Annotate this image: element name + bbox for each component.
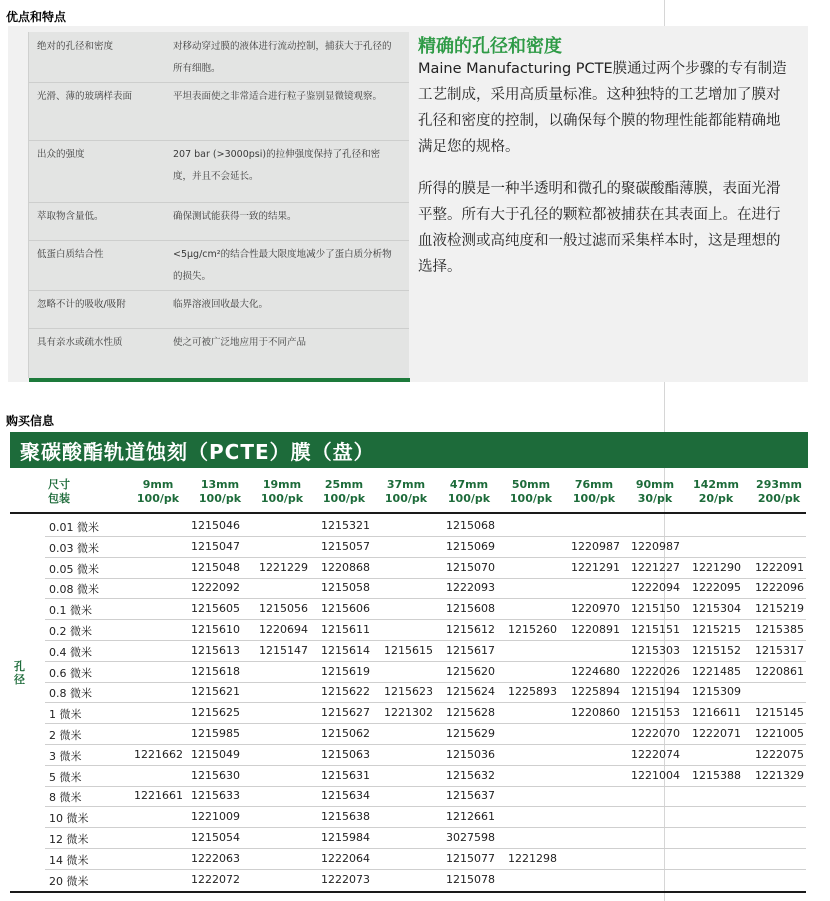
catalog-number-cell: 1215078 — [446, 872, 495, 886]
pore-size-cell: 0.8 微米 — [49, 687, 92, 701]
catalog-number-cell: 1221290 — [692, 560, 741, 574]
table-row — [45, 557, 806, 579]
catalog-number-cell: 1215622 — [321, 685, 370, 699]
precision-heading: 精确的孔径和密度 — [418, 36, 562, 57]
column-size: 50mm — [511, 478, 551, 491]
catalog-number-cell: 1215054 — [191, 831, 240, 844]
column-pack: 100/pk — [260, 492, 304, 505]
column-size: 47mm — [449, 478, 489, 491]
feature-name: 忽略不计的吸收/吸附 — [37, 299, 126, 310]
pore-size-cell: 10 微米 — [49, 812, 89, 826]
catalog-number-cell: 1222074 — [631, 747, 680, 761]
column-header — [254, 478, 310, 506]
catalog-number-cell: 1215150 — [631, 602, 680, 616]
catalog-number-cell: 1215048 — [191, 560, 240, 574]
feature-name: 光滑、薄的玻璃样表面 — [37, 91, 133, 102]
feature-row — [29, 32, 409, 83]
feature-description: <5μg/cm²的结合性最大限度地减少了蛋白质分析物的损失。 — [173, 249, 392, 282]
column-header — [316, 478, 372, 506]
catalog-number-cell: 1221004 — [631, 768, 680, 782]
column-pack: 30/pk — [637, 492, 673, 505]
catalog-number-cell: 1215985 — [191, 727, 240, 740]
catalog-number-cell: 1215215 — [692, 623, 741, 636]
column-header — [688, 478, 744, 506]
catalog-number-cell: 1215145 — [755, 706, 804, 720]
catalog-number-cell: 1216611 — [692, 706, 741, 720]
catalog-number-cell: 1215153 — [631, 706, 680, 720]
column-size: 13mm — [200, 478, 240, 491]
catalog-number-cell: 1222070 — [631, 727, 680, 740]
catalog-number-cell: 1215619 — [321, 664, 370, 678]
feature-description: 使之可被广泛地应用于不同产品 — [173, 337, 307, 348]
table-row — [45, 661, 806, 683]
catalog-number-cell: 1215624 — [446, 685, 495, 699]
pore-size-cell: 8 微米 — [49, 791, 82, 805]
catalog-number-cell: 1215068 — [446, 519, 495, 532]
catalog-number-cell: 1225894 — [571, 685, 620, 699]
column-header — [627, 478, 683, 506]
catalog-number-cell: 1215070 — [446, 560, 495, 574]
table-row — [45, 515, 806, 537]
catalog-number-cell: 1215309 — [692, 685, 741, 699]
table-row — [45, 869, 806, 890]
column-pack: 100/pk — [572, 492, 616, 505]
column-size: 37mm — [386, 478, 426, 491]
table-row — [45, 702, 806, 724]
column-size: 142mm — [693, 478, 739, 491]
catalog-number-cell: 1215317 — [755, 643, 804, 657]
catalog-number-cell: 1222096 — [755, 581, 804, 595]
table-row — [45, 765, 806, 787]
column-pack: 100/pk — [136, 492, 180, 505]
catalog-number-cell: 1215077 — [446, 851, 495, 865]
size-pack-label — [48, 478, 70, 506]
catalog-number-cell: 1222072 — [191, 872, 240, 886]
catalog-number-cell: 1222064 — [321, 851, 370, 865]
column-header — [503, 478, 559, 506]
pore-size-cell: 0.08 微米 — [49, 583, 99, 597]
feature-name: 具有亲水或疏水性质 — [37, 337, 123, 348]
column-pack: 20/pk — [698, 492, 734, 505]
catalog-number-cell: 1222094 — [631, 581, 680, 595]
catalog-number-cell: 1215628 — [446, 706, 495, 720]
pore-size-cell: 0.6 微米 — [49, 666, 92, 680]
precision-paragraph-1: Maine Manufacturing PCTE膜通过两个步骤的专有制造工艺制成，采用高质量标准。这种独特的工艺增加了膜对孔径和密度的控制，以确保每个膜的物理性能都能精确地满足您的规格。 — [418, 61, 787, 155]
column-size: 9mm — [142, 478, 174, 491]
feature-description: 207 bar (>3000psi)的拉伸强度保持了孔径和密度，并且不会延长。 — [173, 149, 381, 182]
pore-size-cell: 0.1 微米 — [49, 604, 92, 618]
catalog-number-cell: 1215629 — [446, 727, 495, 740]
catalog-number-cell: 1215627 — [321, 706, 370, 720]
pore-size-cell: 0.2 微米 — [49, 625, 92, 638]
catalog-number-cell: 1215608 — [446, 602, 495, 616]
catalog-number-cell: 3027598 — [446, 831, 495, 844]
purchase-section-title: 购买信息 — [6, 414, 55, 428]
catalog-number-cell: 1215036 — [446, 747, 495, 761]
pore-size-cell: 0.4 微米 — [49, 645, 92, 659]
table-row — [45, 848, 806, 870]
feature-row — [29, 202, 409, 241]
table-row — [45, 681, 806, 703]
catalog-number-cell: 1215625 — [191, 706, 240, 720]
catalog-number-cell: 1215151 — [631, 623, 680, 636]
catalog-number-cell: 1215049 — [191, 747, 240, 761]
catalog-number-cell: 1215984 — [321, 831, 370, 844]
catalog-number-cell: 1215610 — [191, 623, 240, 636]
column-header — [441, 478, 497, 506]
catalog-number-cell: 1215605 — [191, 602, 240, 616]
catalog-number-cell: 1221227 — [631, 560, 680, 574]
pack-label: 包装 — [48, 492, 70, 505]
catalog-number-cell: 1221298 — [508, 851, 557, 865]
column-size: 76mm — [574, 478, 614, 491]
catalog-number-cell: 1220987 — [571, 539, 620, 553]
catalog-number-cell: 1222063 — [191, 851, 240, 865]
column-header — [751, 478, 807, 506]
feature-description: 确保测试能获得一致的结果。 — [173, 211, 297, 222]
catalog-number-cell: 1224680 — [571, 664, 620, 678]
catalog-number-cell: 1222091 — [755, 560, 804, 574]
features-section-title: 优点和特点 — [6, 10, 67, 24]
feature-name: 绝对的孔径和密度 — [37, 41, 114, 52]
catalog-number-cell: 1215063 — [321, 747, 370, 761]
feature-name: 萃取物含量低。 — [37, 211, 104, 222]
catalog-number-cell: 1222073 — [321, 872, 370, 886]
feature-description: 平坦表面使之非常适合进行粒子鉴别显微镜观察。 — [173, 91, 383, 102]
catalog-number-cell: 1215637 — [446, 789, 495, 803]
feature-row — [29, 82, 409, 141]
table-row — [45, 785, 806, 807]
catalog-number-cell: 1215147 — [259, 643, 308, 657]
catalog-number-cell: 1215632 — [446, 768, 495, 782]
catalog-number-cell: 1215047 — [191, 539, 240, 553]
catalog-number-cell: 1215623 — [384, 685, 433, 699]
column-header — [130, 478, 186, 506]
column-header — [378, 478, 434, 506]
table-row — [45, 723, 806, 745]
catalog-number-cell: 1221485 — [692, 664, 741, 678]
table-row — [45, 536, 806, 558]
catalog-number-cell: 1221009 — [191, 810, 240, 824]
catalog-number-cell: 1215621 — [191, 685, 240, 699]
catalog-number-cell: 1215615 — [384, 643, 433, 657]
column-size: 90mm — [635, 478, 675, 491]
catalog-number-cell: 1221291 — [571, 560, 620, 574]
catalog-number-cell: 1215612 — [446, 623, 495, 636]
catalog-number-cell: 1215614 — [321, 643, 370, 657]
catalog-number-cell: 1215620 — [446, 664, 495, 678]
pore-size-cell: 0.05 微米 — [49, 562, 99, 576]
table-row — [45, 577, 806, 599]
catalog-number-cell: 1222095 — [692, 581, 741, 595]
column-pack: 100/pk — [447, 492, 491, 505]
catalog-number-cell: 1215611 — [321, 623, 370, 636]
catalog-number-cell: 1215260 — [508, 623, 557, 636]
catalog-number-cell: 1215321 — [321, 519, 370, 532]
product-title-bar — [10, 432, 808, 468]
column-pack: 100/pk — [198, 492, 242, 505]
catalog-number-cell: 1221662 — [134, 747, 183, 761]
catalog-number-cell: 1222071 — [692, 727, 741, 740]
column-size: 25mm — [324, 478, 364, 491]
catalog-number-cell: 1215058 — [321, 581, 370, 595]
catalog-number-cell: 1212661 — [446, 810, 495, 824]
pore-size-cell: 14 微米 — [49, 853, 89, 867]
catalog-number-cell: 1222092 — [191, 581, 240, 595]
pore-size-cell: 1 微米 — [49, 708, 82, 722]
feature-row — [29, 240, 409, 291]
catalog-number-cell: 1221302 — [384, 706, 433, 720]
catalog-number-cell: 1220891 — [571, 623, 620, 636]
catalog-number-cell: 1215617 — [446, 643, 495, 657]
table-row — [45, 827, 806, 849]
catalog-number-cell: 1215057 — [321, 539, 370, 553]
column-header — [566, 478, 622, 506]
catalog-number-cell: 1215630 — [191, 768, 240, 782]
catalog-number-cell: 1215606 — [321, 602, 370, 616]
catalog-number-cell: 1215613 — [191, 643, 240, 657]
catalog-number-cell: 1220860 — [571, 706, 620, 720]
catalog-number-cell: 1215062 — [321, 727, 370, 740]
feature-row — [29, 328, 409, 368]
pore-size-cell: 0.01 微米 — [49, 521, 99, 534]
pore-size-cell: 0.03 微米 — [49, 541, 99, 555]
catalog-number-cell: 1215304 — [692, 602, 741, 616]
catalog-number-cell: 1221329 — [755, 768, 804, 782]
column-pack: 100/pk — [322, 492, 366, 505]
catalog-number-cell: 1225893 — [508, 685, 557, 699]
pore-size-cell: 2 微米 — [49, 729, 82, 742]
catalog-number-cell: 1215046 — [191, 519, 240, 532]
column-header — [192, 478, 248, 506]
pore-size-cell: 3 微米 — [49, 749, 82, 763]
catalog-number-cell: 1222075 — [755, 747, 804, 761]
pore-size-cell: 20 微米 — [49, 874, 89, 888]
features-table-accent-bar — [29, 378, 410, 382]
catalog-number-cell: 1220694 — [259, 623, 308, 636]
feature-description: 对移动穿过膜的液体进行流动控制，捕获大于孔径的所有细胞。 — [173, 41, 392, 74]
pore-size-cell: 12 微米 — [49, 833, 89, 846]
catalog-number-cell: 1215194 — [631, 685, 680, 699]
catalog-number-cell: 1220861 — [755, 664, 804, 678]
catalog-number-cell: 1215638 — [321, 810, 370, 824]
column-pack: 100/pk — [384, 492, 428, 505]
table-row — [45, 744, 806, 766]
pore-size-cell: 5 微米 — [49, 770, 82, 784]
feature-name: 出众的强度 — [37, 149, 85, 160]
table-row — [45, 619, 806, 641]
column-pack: 100/pk — [509, 492, 553, 505]
catalog-number-cell: 1215152 — [692, 643, 741, 657]
table-row — [45, 640, 806, 662]
catalog-number-cell: 1215069 — [446, 539, 495, 553]
table-row — [45, 598, 806, 620]
features-table — [28, 32, 409, 378]
feature-row — [29, 140, 409, 203]
features-panel — [8, 26, 808, 382]
column-pack: 200/pk — [757, 492, 801, 505]
column-size: 19mm — [262, 478, 302, 491]
table-top-rule — [10, 512, 806, 514]
feature-name: 低蛋白质结合性 — [37, 249, 104, 260]
catalog-number-cell: 1220868 — [321, 560, 370, 574]
feature-row — [29, 290, 409, 329]
precision-paragraph-2: 所得的膜是一种半透明和微孔的聚碳酸酯薄膜，表面光滑平整。所有大于孔径的颗粒都被捕获在其表面上。在进行血液检测或高纯度和一般过滤而采集样本时，这是理想的选择。 — [418, 181, 781, 275]
catalog-number-cell: 1221661 — [134, 789, 183, 803]
catalog-number-cell: 1215618 — [191, 664, 240, 678]
catalog-number-cell: 1215633 — [191, 789, 240, 803]
catalog-number-cell: 1215634 — [321, 789, 370, 803]
catalog-number-cell: 1222093 — [446, 581, 495, 595]
size-label: 尺寸 — [48, 478, 70, 491]
table-row — [45, 806, 806, 828]
catalog-number-cell: 1222026 — [631, 664, 680, 678]
catalog-number-cell: 1215388 — [692, 768, 741, 782]
catalog-number-cell: 1215056 — [259, 602, 308, 616]
pore-size-side-label: 孔径 — [14, 660, 25, 686]
column-size: 293mm — [756, 478, 802, 491]
catalog-number-cell: 1215385 — [755, 623, 804, 636]
catalog-number-cell: 1215303 — [631, 643, 680, 657]
product-title: 聚碳酸酯轨道蚀刻（PCTE）膜（盘） — [20, 440, 375, 464]
catalog-number-cell: 1215219 — [755, 602, 804, 616]
catalog-number-cell: 1215631 — [321, 768, 370, 782]
catalog-number-cell: 1220970 — [571, 602, 620, 616]
table-bottom-rule — [10, 891, 806, 893]
catalog-number-cell: 1221005 — [755, 727, 804, 740]
catalog-number-cell: 1220987 — [631, 539, 680, 553]
catalog-number-cell: 1221229 — [259, 560, 308, 574]
feature-description: 临界溶液回收最大化。 — [173, 299, 269, 310]
